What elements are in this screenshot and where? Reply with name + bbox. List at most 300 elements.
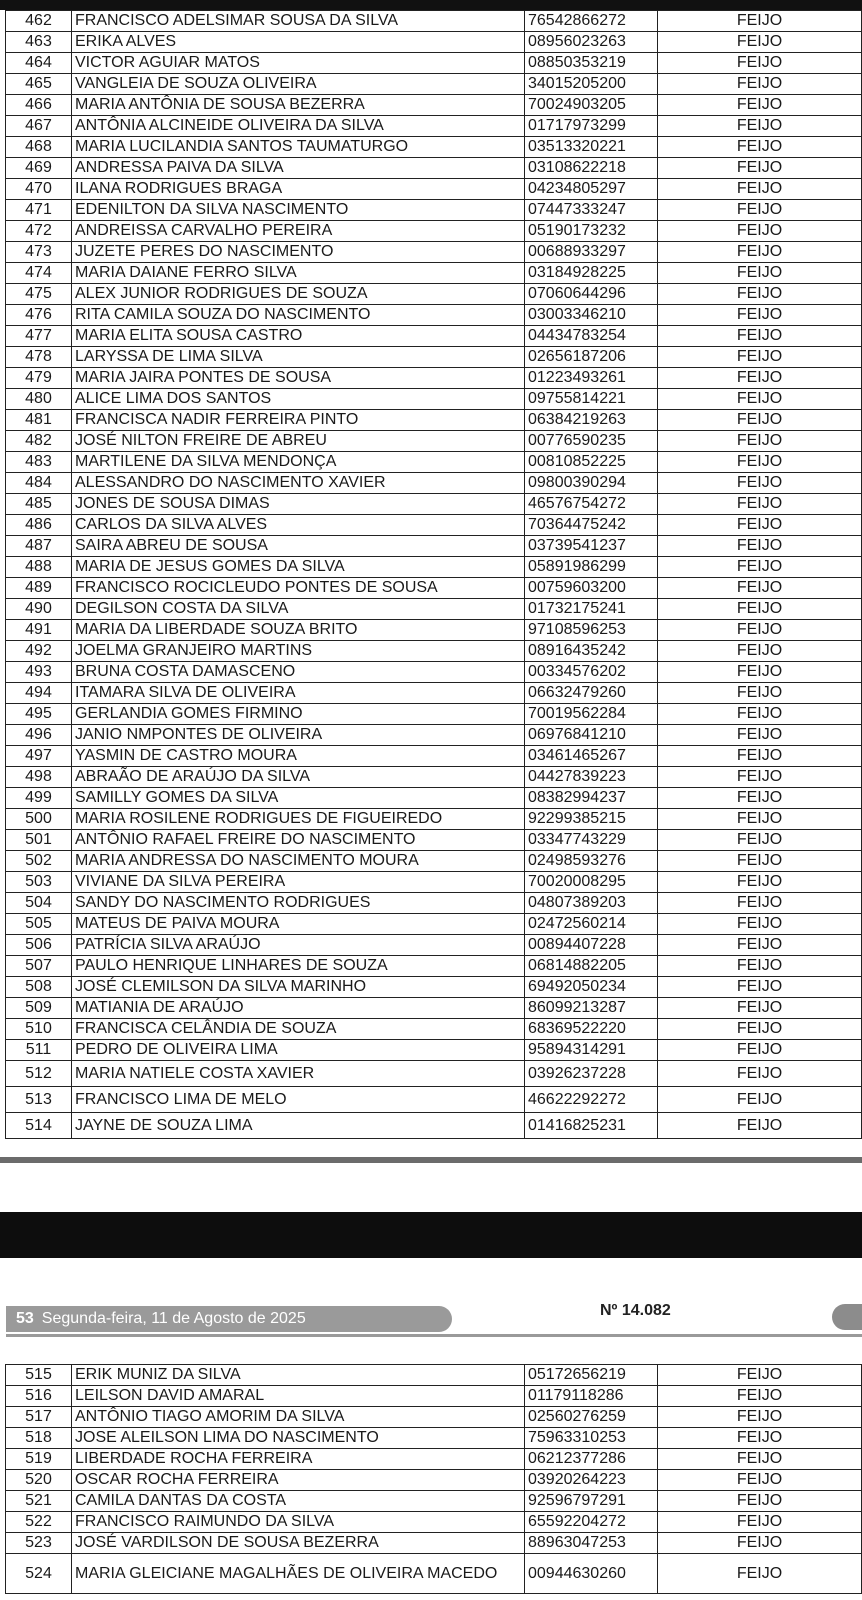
city-name: FEIJO: [658, 536, 862, 557]
table-row: [6, 11, 862, 32]
row-number: 488: [6, 557, 72, 578]
cpf-number: 01732175241: [525, 599, 658, 620]
person-name: MARIA LUCILANDIA SANTOS TAUMATURGO: [72, 137, 525, 158]
city-name: FEIJO: [658, 809, 862, 830]
city-name: FEIJO: [658, 200, 862, 221]
page-number: 53: [16, 1310, 34, 1327]
person-name: YASMIN DE CASTRO MOURA: [72, 746, 525, 767]
row-number: 524: [6, 1554, 72, 1594]
cpf-number: 06632479260: [525, 683, 658, 704]
cpf-number: 04434783254: [525, 326, 658, 347]
person-name: ANTÔNIO RAFAEL FREIRE DO NASCIMENTO: [72, 830, 525, 851]
city-name: FEIJO: [658, 11, 862, 32]
person-name: ERIKA ALVES: [72, 32, 525, 53]
table-row: [6, 1113, 862, 1139]
cpf-number: 09800390294: [525, 473, 658, 494]
cpf-number: 03513320221: [525, 137, 658, 158]
table-row: [6, 767, 862, 788]
cpf-number: 70019562284: [525, 704, 658, 725]
table-row: [6, 1386, 862, 1407]
city-name: FEIJO: [658, 1449, 862, 1470]
row-number: 473: [6, 242, 72, 263]
person-name: ANTÔNIA ALCINEIDE OLIVEIRA DA SILVA: [72, 116, 525, 137]
cpf-number: 88963047253: [525, 1533, 658, 1554]
row-number: 487: [6, 536, 72, 557]
person-name: EDENILTON DA SILVA NASCIMENTO: [72, 200, 525, 221]
table-row: [6, 872, 862, 893]
roster-table-2: [5, 1364, 862, 1594]
person-name: MARTILENE DA SILVA MENDONÇA: [72, 452, 525, 473]
row-number: 474: [6, 263, 72, 284]
cpf-number: 76542866272: [525, 11, 658, 32]
city-name: FEIJO: [658, 1533, 862, 1554]
cpf-number: 03920264223: [525, 1470, 658, 1491]
row-number: 484: [6, 473, 72, 494]
top-rule: [0, 0, 862, 10]
person-name: VANGLEIA DE SOUZA OLIVEIRA: [72, 74, 525, 95]
city-name: FEIJO: [658, 1407, 862, 1428]
row-number: 496: [6, 725, 72, 746]
city-name: FEIJO: [658, 746, 862, 767]
person-name: JUZETE PERES DO NASCIMENTO: [72, 242, 525, 263]
person-name: ANDREISSA CARVALHO PEREIRA: [72, 221, 525, 242]
city-name: FEIJO: [658, 872, 862, 893]
city-name: FEIJO: [658, 788, 862, 809]
city-name: FEIJO: [658, 1386, 862, 1407]
cpf-number: 02560276259: [525, 1407, 658, 1428]
row-number: 505: [6, 914, 72, 935]
city-name: FEIJO: [658, 1061, 862, 1087]
city-name: FEIJO: [658, 683, 862, 704]
table-row: [6, 620, 862, 641]
row-number: 471: [6, 200, 72, 221]
person-name: SAMILLY GOMES DA SILVA: [72, 788, 525, 809]
cpf-number: 00688933297: [525, 242, 658, 263]
cpf-number: 46622292272: [525, 1087, 658, 1113]
cpf-number: 65592204272: [525, 1512, 658, 1533]
table-row: [6, 935, 862, 956]
city-name: FEIJO: [658, 515, 862, 536]
row-number: 467: [6, 116, 72, 137]
city-name: FEIJO: [658, 725, 862, 746]
cpf-number: 07060644296: [525, 284, 658, 305]
header-rule: [6, 1334, 862, 1337]
cpf-number: 04807389203: [525, 893, 658, 914]
person-name: FRANCISCO ROCICLEUDO PONTES DE SOUSA: [72, 578, 525, 599]
cpf-number: 75963310253: [525, 1428, 658, 1449]
table-row: [6, 53, 862, 74]
cpf-number: 07447333247: [525, 200, 658, 221]
cpf-number: 01179118286: [525, 1386, 658, 1407]
row-number: 502: [6, 851, 72, 872]
row-number: 462: [6, 11, 72, 32]
row-number: 500: [6, 809, 72, 830]
row-number: 509: [6, 998, 72, 1019]
table-row: [6, 242, 862, 263]
person-name: MATIANIA DE ARAÚJO: [72, 998, 525, 1019]
city-name: FEIJO: [658, 410, 862, 431]
person-name: MARIA ANDRESSA DO NASCIMENTO MOURA: [72, 851, 525, 872]
city-name: FEIJO: [658, 893, 862, 914]
city-name: FEIJO: [658, 578, 862, 599]
row-number: 490: [6, 599, 72, 620]
city-name: FEIJO: [658, 368, 862, 389]
table-row: [6, 221, 862, 242]
cpf-number: 06212377286: [525, 1449, 658, 1470]
row-number: 523: [6, 1533, 72, 1554]
table-row: [6, 368, 862, 389]
row-number: 498: [6, 767, 72, 788]
cpf-number: 06976841210: [525, 725, 658, 746]
row-number: 507: [6, 956, 72, 977]
table-row: [6, 1512, 862, 1533]
person-name: CARLOS DA SILVA ALVES: [72, 515, 525, 536]
city-name: FEIJO: [658, 221, 862, 242]
city-name: FEIJO: [658, 116, 862, 137]
person-name: BRUNA COSTA DAMASCENO: [72, 662, 525, 683]
table-row: [6, 557, 862, 578]
cpf-number: 70020008295: [525, 872, 658, 893]
row-number: 519: [6, 1449, 72, 1470]
table-row: [6, 347, 862, 368]
cpf-number: 70024903205: [525, 95, 658, 116]
roster-table-1: [5, 10, 862, 1139]
person-name: MARIA ANTÔNIA DE SOUSA BEZERRA: [72, 95, 525, 116]
row-number: 517: [6, 1407, 72, 1428]
cpf-number: 02656187206: [525, 347, 658, 368]
cpf-number: 03003346210: [525, 305, 658, 326]
row-number: 470: [6, 179, 72, 200]
table-row: [6, 1407, 862, 1428]
cpf-number: 01717973299: [525, 116, 658, 137]
table-row: [6, 1470, 862, 1491]
table-row: [6, 452, 862, 473]
table-row: [6, 1449, 862, 1470]
city-name: FEIJO: [658, 95, 862, 116]
cpf-number: 00334576202: [525, 662, 658, 683]
city-name: FEIJO: [658, 914, 862, 935]
person-name: FRANCISCA CELÂNDIA DE SOUZA: [72, 1019, 525, 1040]
city-name: FEIJO: [658, 1087, 862, 1113]
person-name: FRANCISCO ADELSIMAR SOUSA DA SILVA: [72, 11, 525, 32]
cpf-number: 06814882205: [525, 956, 658, 977]
person-name: JOSÉ VARDILSON DE SOUSA BEZERRA: [72, 1533, 525, 1554]
cpf-number: 05172656219: [525, 1365, 658, 1386]
city-name: FEIJO: [658, 767, 862, 788]
row-number: 494: [6, 683, 72, 704]
row-number: 477: [6, 326, 72, 347]
city-name: FEIJO: [658, 830, 862, 851]
city-name: FEIJO: [658, 179, 862, 200]
row-number: 522: [6, 1512, 72, 1533]
city-name: FEIJO: [658, 242, 862, 263]
person-name: JOSE ALEILSON LIMA DO NASCIMENTO: [72, 1428, 525, 1449]
person-name: MARIA NATIELE COSTA XAVIER: [72, 1061, 525, 1087]
city-name: FEIJO: [658, 977, 862, 998]
person-name: MARIA ELITA SOUSA CASTRO: [72, 326, 525, 347]
table-row: [6, 431, 862, 452]
person-name: MARIA DE JESUS GOMES DA SILVA: [72, 557, 525, 578]
table-row: [6, 977, 862, 998]
table-row: [6, 473, 862, 494]
city-name: FEIJO: [658, 599, 862, 620]
cpf-number: 97108596253: [525, 620, 658, 641]
person-name: FRANCISCO RAIMUNDO DA SILVA: [72, 1512, 525, 1533]
cpf-number: 00776590235: [525, 431, 658, 452]
row-number: 515: [6, 1365, 72, 1386]
table-row: [6, 389, 862, 410]
cpf-number: 92299385215: [525, 809, 658, 830]
cpf-number: 00944630260: [525, 1554, 658, 1594]
cpf-number: 08382994237: [525, 788, 658, 809]
city-name: FEIJO: [658, 1512, 862, 1533]
person-name: PAULO HENRIQUE LINHARES DE SOUZA: [72, 956, 525, 977]
person-name: VIVIANE DA SILVA PEREIRA: [72, 872, 525, 893]
table-row: [6, 725, 862, 746]
person-name: LARYSSA DE LIMA SILVA: [72, 347, 525, 368]
cpf-number: 70364475242: [525, 515, 658, 536]
table-row: [6, 1428, 862, 1449]
row-number: 475: [6, 284, 72, 305]
row-number: 464: [6, 53, 72, 74]
person-name: JONES DE SOUSA DIMAS: [72, 494, 525, 515]
person-name: PEDRO DE OLIVEIRA LIMA: [72, 1040, 525, 1061]
cpf-number: 03347743229: [525, 830, 658, 851]
table-row: [6, 1554, 862, 1594]
city-name: FEIJO: [658, 53, 862, 74]
table-row: [6, 179, 862, 200]
person-name: JOELMA GRANJEIRO MARTINS: [72, 641, 525, 662]
person-name: ANDRESSA PAIVA DA SILVA: [72, 158, 525, 179]
table-row: [6, 1061, 862, 1087]
person-name: JANIO NMPONTES DE OLIVEIRA: [72, 725, 525, 746]
table-row: [6, 746, 862, 767]
city-name: FEIJO: [658, 1113, 862, 1139]
cpf-number: 04234805297: [525, 179, 658, 200]
table-row: [6, 1040, 862, 1061]
row-number: 510: [6, 1019, 72, 1040]
table-row: [6, 494, 862, 515]
row-number: 480: [6, 389, 72, 410]
cpf-number: 03184928225: [525, 263, 658, 284]
row-number: 483: [6, 452, 72, 473]
city-name: FEIJO: [658, 389, 862, 410]
table-row: [6, 326, 862, 347]
table-row: [6, 137, 862, 158]
table-row: [6, 914, 862, 935]
row-number: 499: [6, 788, 72, 809]
issue-number: Nº 14.082: [600, 1302, 671, 1319]
cpf-number: 03461465267: [525, 746, 658, 767]
person-name: DEGILSON COSTA DA SILVA: [72, 599, 525, 620]
city-name: FEIJO: [658, 1428, 862, 1449]
table-row: [6, 1087, 862, 1113]
row-number: 520: [6, 1470, 72, 1491]
table-row: [6, 32, 862, 53]
person-name: LEILSON DAVID AMARAL: [72, 1386, 525, 1407]
row-number: 506: [6, 935, 72, 956]
city-name: FEIJO: [658, 494, 862, 515]
cpf-number: 06384219263: [525, 410, 658, 431]
city-name: FEIJO: [658, 431, 862, 452]
table-row: [6, 599, 862, 620]
row-number: 466: [6, 95, 72, 116]
cpf-number: 68369522220: [525, 1019, 658, 1040]
row-number: 478: [6, 347, 72, 368]
date-bar: [6, 1306, 452, 1332]
person-name: SANDY DO NASCIMENTO RODRIGUES: [72, 893, 525, 914]
cpf-number: 86099213287: [525, 998, 658, 1019]
city-name: FEIJO: [658, 473, 862, 494]
table-row: [6, 158, 862, 179]
table-row: [6, 74, 862, 95]
row-number: 479: [6, 368, 72, 389]
person-name: ANTÔNIO TIAGO AMORIM DA SILVA: [72, 1407, 525, 1428]
person-name: MARIA JAIRA PONTES DE SOUSA: [72, 368, 525, 389]
page-date: Segunda-feira, 11 de Agosto de 2025: [41, 1310, 306, 1327]
person-name: JOSÉ CLEMILSON DA SILVA MARINHO: [72, 977, 525, 998]
cpf-number: 00894407228: [525, 935, 658, 956]
person-name: ALICE LIMA DOS SANTOS: [72, 389, 525, 410]
table-row: [6, 956, 862, 977]
city-name: FEIJO: [658, 956, 862, 977]
row-number: 472: [6, 221, 72, 242]
table-row: [6, 1365, 862, 1386]
person-name: JOSÉ NILTON FREIRE DE ABREU: [72, 431, 525, 452]
person-name: ERIK MUNIZ DA SILVA: [72, 1365, 525, 1386]
city-name: FEIJO: [658, 137, 862, 158]
table-row: [6, 578, 862, 599]
city-name: FEIJO: [658, 305, 862, 326]
person-name: ALESSANDRO DO NASCIMENTO XAVIER: [72, 473, 525, 494]
row-number: 482: [6, 431, 72, 452]
table-row: [6, 641, 862, 662]
city-name: FEIJO: [658, 1040, 862, 1061]
row-number: 497: [6, 746, 72, 767]
city-name: FEIJO: [658, 620, 862, 641]
row-number: 469: [6, 158, 72, 179]
row-number: 501: [6, 830, 72, 851]
city-name: FEIJO: [658, 326, 862, 347]
row-number: 503: [6, 872, 72, 893]
table-row: [6, 998, 862, 1019]
row-number: 518: [6, 1428, 72, 1449]
row-number: 468: [6, 137, 72, 158]
cpf-number: 02472560214: [525, 914, 658, 935]
person-name: RITA CAMILA SOUZA DO NASCIMENTO: [72, 305, 525, 326]
header-tab: [832, 1304, 862, 1330]
row-number: 511: [6, 1040, 72, 1061]
row-number: 492: [6, 641, 72, 662]
table-row: [6, 515, 862, 536]
person-name: OSCAR ROCHA FERREIRA: [72, 1470, 525, 1491]
cpf-number: 69492050234: [525, 977, 658, 998]
table-row: [6, 305, 862, 326]
table-row: [6, 1533, 862, 1554]
table-row: [6, 704, 862, 725]
city-name: FEIJO: [658, 1491, 862, 1512]
person-name: ILANA RODRIGUES BRAGA: [72, 179, 525, 200]
cpf-number: 08956023263: [525, 32, 658, 53]
person-name: MATEUS DE PAIVA MOURA: [72, 914, 525, 935]
city-name: FEIJO: [658, 662, 862, 683]
row-number: 504: [6, 893, 72, 914]
cpf-number: 08916435242: [525, 641, 658, 662]
row-number: 516: [6, 1386, 72, 1407]
city-name: FEIJO: [658, 74, 862, 95]
row-number: 465: [6, 74, 72, 95]
person-name: MARIA DAIANE FERRO SILVA: [72, 263, 525, 284]
person-name: FRANCISCA NADIR FERREIRA PINTO: [72, 410, 525, 431]
table-row: [6, 284, 862, 305]
person-name: MARIA ROSILENE RODRIGUES DE FIGUEIREDO: [72, 809, 525, 830]
table-row: [6, 1491, 862, 1512]
page-header: [0, 1298, 862, 1334]
person-name: ABRAÃO DE ARAÚJO DA SILVA: [72, 767, 525, 788]
cpf-number: 05891986299: [525, 557, 658, 578]
table-row: [6, 893, 862, 914]
city-name: FEIJO: [658, 851, 862, 872]
table-row: [6, 1019, 862, 1040]
city-name: FEIJO: [658, 158, 862, 179]
person-name: SAIRA ABREU DE SOUSA: [72, 536, 525, 557]
cpf-number: 92596797291: [525, 1491, 658, 1512]
table-row: [6, 851, 862, 872]
table-row: [6, 116, 862, 137]
table-row: [6, 536, 862, 557]
cpf-number: 04427839223: [525, 767, 658, 788]
table-row: [6, 788, 862, 809]
person-name: JAYNE DE SOUZA LIMA: [72, 1113, 525, 1139]
row-number: 476: [6, 305, 72, 326]
row-number: 491: [6, 620, 72, 641]
cpf-number: 95894314291: [525, 1040, 658, 1061]
person-name: VICTOR AGUIAR MATOS: [72, 53, 525, 74]
table-row: [6, 200, 862, 221]
cpf-number: 05190173232: [525, 221, 658, 242]
city-name: FEIJO: [658, 704, 862, 725]
person-name: ITAMARA SILVA DE OLIVEIRA: [72, 683, 525, 704]
cpf-number: 02498593276: [525, 851, 658, 872]
row-number: 481: [6, 410, 72, 431]
city-name: FEIJO: [658, 1470, 862, 1491]
city-name: FEIJO: [658, 557, 862, 578]
cpf-number: 00810852225: [525, 452, 658, 473]
city-name: FEIJO: [658, 347, 862, 368]
row-number: 489: [6, 578, 72, 599]
city-name: FEIJO: [658, 935, 862, 956]
person-name: PATRÍCIA SILVA ARAÚJO: [72, 935, 525, 956]
cpf-number: 01223493261: [525, 368, 658, 389]
page-separator: [0, 1157, 862, 1163]
person-name: MARIA DA LIBERDADE SOUZA BRITO: [72, 620, 525, 641]
cpf-number: 00759603200: [525, 578, 658, 599]
cpf-number: 03108622218: [525, 158, 658, 179]
table-row: [6, 683, 862, 704]
cpf-number: 03926237228: [525, 1061, 658, 1087]
row-number: 508: [6, 977, 72, 998]
row-number: 493: [6, 662, 72, 683]
row-number: 486: [6, 515, 72, 536]
cpf-number: 08850353219: [525, 53, 658, 74]
city-name: FEIJO: [658, 998, 862, 1019]
row-number: 521: [6, 1491, 72, 1512]
city-name: FEIJO: [658, 1365, 862, 1386]
city-name: FEIJO: [658, 1019, 862, 1040]
table-row: [6, 410, 862, 431]
row-number: 513: [6, 1087, 72, 1113]
person-name: CAMILA DANTAS DA COSTA: [72, 1491, 525, 1512]
